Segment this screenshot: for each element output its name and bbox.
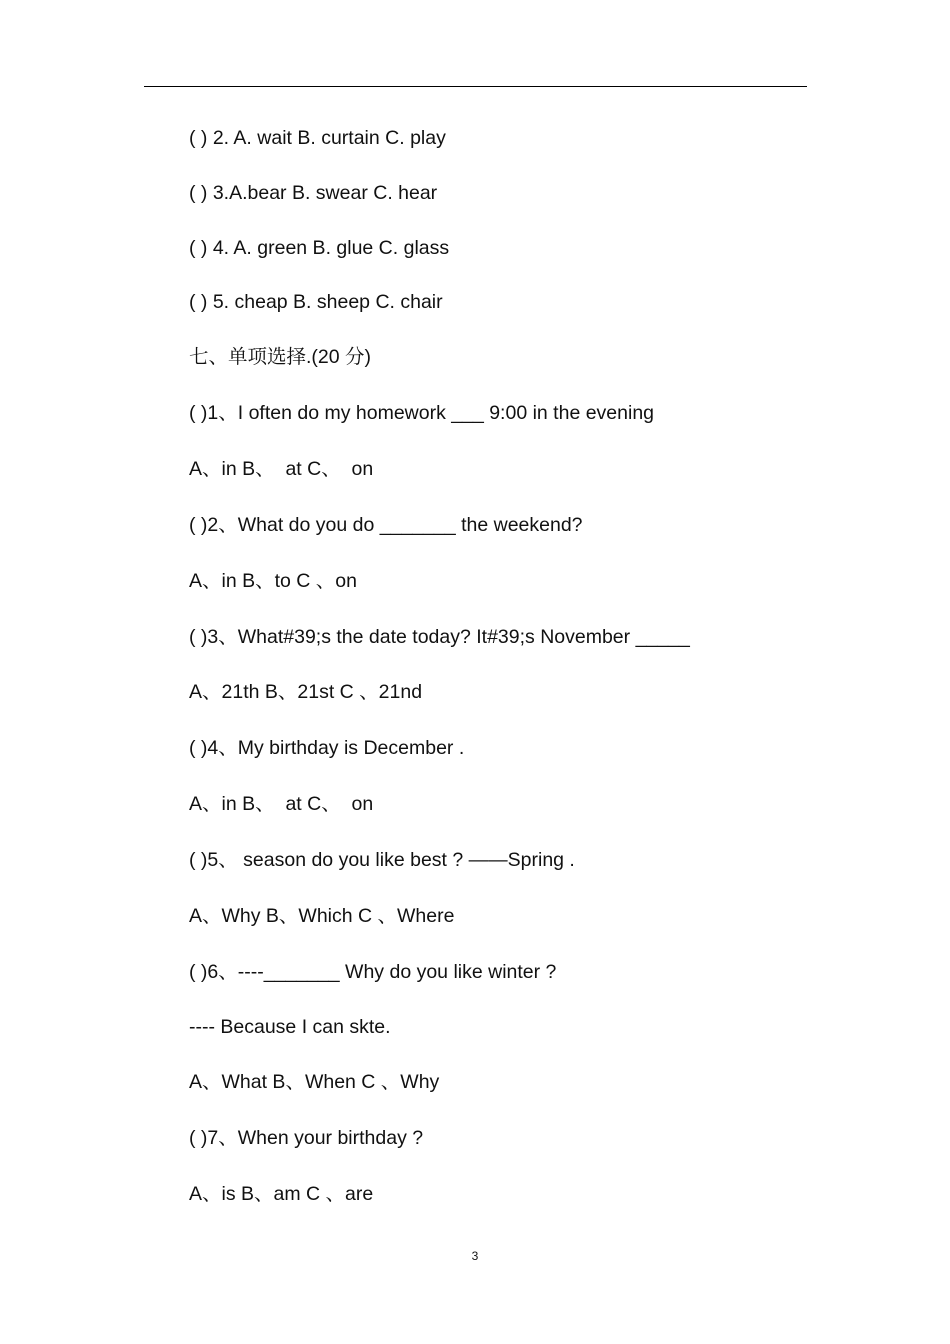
page-number: 3 [471, 1249, 479, 1263]
question-line: ( )1、I often do my homework ___ 9:00 in the evening [189, 402, 655, 424]
question-line: ( )7、When your birthday ? [189, 1127, 424, 1149]
answer-options: A、What B、When C 、Why [189, 1071, 440, 1093]
answer-options: A、is B、am C 、are [189, 1183, 374, 1205]
answer-options: A、21th B、21st C 、21nd [189, 681, 423, 703]
answer-options: A、in B、 at C、 on [189, 793, 374, 815]
question-line: ( ) 5. cheap B. sheep C. chair [189, 291, 443, 313]
question-line: ( ) 4. A. green B. glue C. glass [189, 237, 450, 259]
question-line: ( )5、 season do you like best ? ——Spring . [189, 849, 575, 871]
answer-options: A、in B、 at C、 on [189, 458, 374, 480]
question-line: ( )2、What do you do _______ the weekend? [189, 514, 583, 536]
answer-options: A、Why B、Which C 、Where [189, 905, 455, 927]
question-line: ( )4、My birthday is December . [189, 737, 465, 759]
section-heading: 七、单项选择.(20 分) [189, 346, 372, 368]
question-line: ---- Because I can skte. [189, 1016, 391, 1038]
question-line: ( )6、----_______ Why do you like winter ? [189, 961, 557, 983]
question-line: ( )3、What#39;s the date today? It#39;s November _____ [189, 626, 690, 648]
header-rule [144, 86, 807, 87]
question-line: ( ) 3.A.bear B. swear C. hear [189, 182, 438, 204]
answer-options: A、in B、to C 、on [189, 570, 357, 592]
question-line: ( ) 2. A. wait B. curtain C. play [189, 127, 446, 149]
